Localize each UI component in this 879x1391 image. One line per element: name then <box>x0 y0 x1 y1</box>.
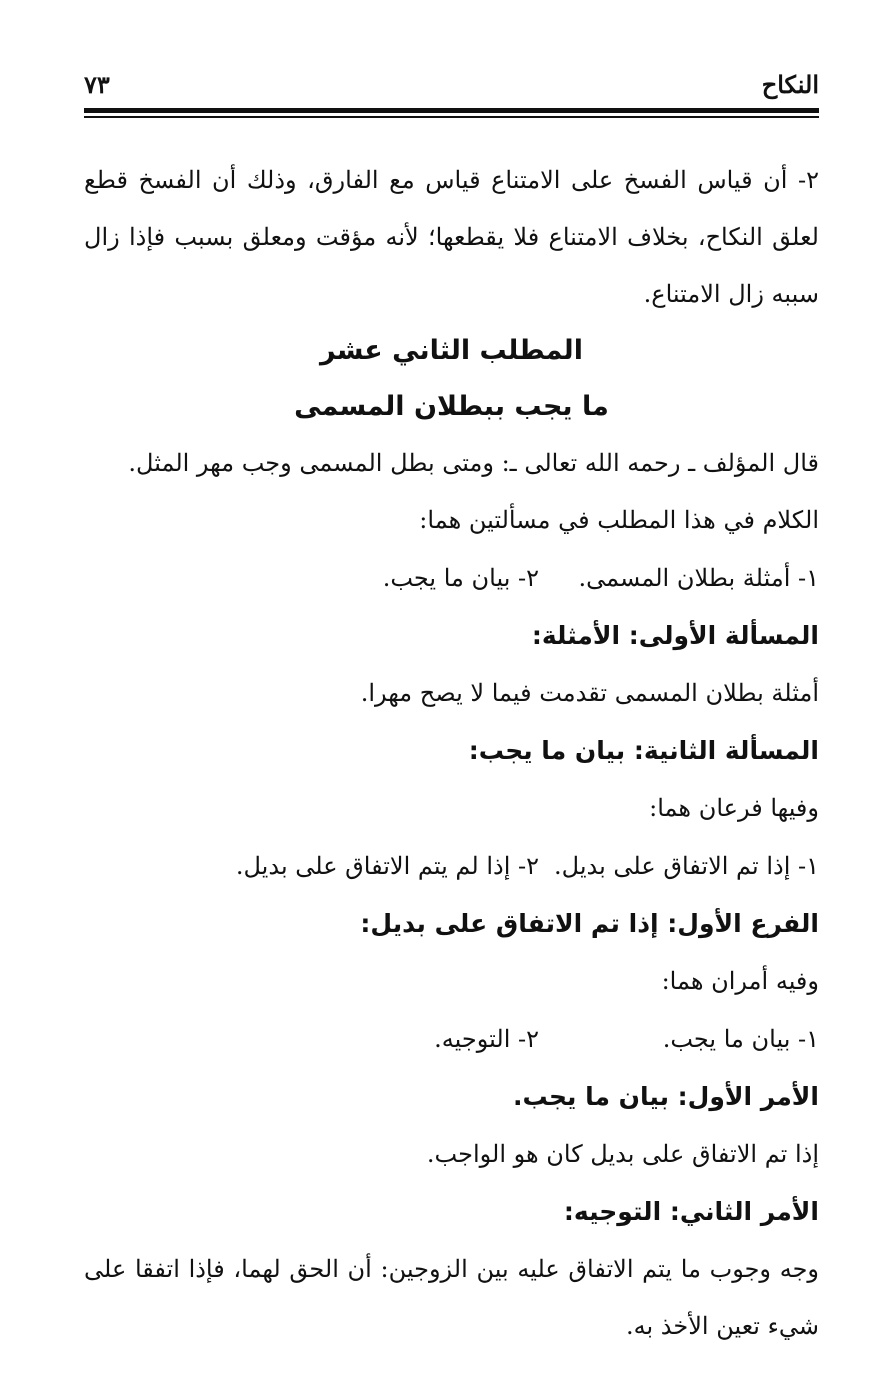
paragraph: إذا تم الاتفاق على بديل كان هو الواجب. <box>426 1140 819 1168</box>
list-item: ٢- التوجيه. <box>434 1025 539 1053</box>
list-item: ١- إذا تم الاتفاق على بديل. <box>554 852 819 880</box>
section-title: المطلب الثاني عشر <box>320 335 583 366</box>
issues-list <box>84 549 819 607</box>
paragraph: أمثلة بطلان المسمى تقدمت فيما لا يصح مهرا. <box>360 679 819 707</box>
list-item: ١- أمثلة بطلان المسمى. <box>578 564 819 592</box>
author-quote: قال المؤلف ـ رحمه الله تعالى ـ: ومتى بطل المسمى وجب مهر المثل. <box>128 449 819 477</box>
list-item: ١- بيان ما يجب. <box>662 1025 819 1053</box>
matters-list <box>84 1010 819 1068</box>
paragraph: وفيها فرعان هما: <box>649 794 819 822</box>
list-item: ٢- إذا لم يتم الاتفاق على بديل. <box>235 852 539 880</box>
page-number: ٧٣ <box>84 70 110 99</box>
running-header <box>84 70 819 104</box>
branch-heading: الفرع الأول: إذا تم الاتفاق على بديل: <box>360 909 819 938</box>
matter-heading: الأمر الأول: بيان ما يجب. <box>513 1082 819 1111</box>
book-page <box>84 70 819 1371</box>
chapter-title: النكاح <box>761 70 819 99</box>
paragraph: ٢- أن قياس الفسخ على الامتناع قياس مع الفارق، وذلك أن الفسخ قطع لعلق النكاح، بخلاف الامتناع فلا يقطعها؛ لأنه مؤقت ومعلق بسبب فإذا زال سببه زال الامتناع. <box>84 166 819 308</box>
matter-heading: الأمر الثاني: التوجيه: <box>563 1197 819 1226</box>
issue-heading: المسألة الأولى: الأمثلة: <box>531 621 819 650</box>
branches-list <box>84 837 819 895</box>
page-body <box>84 152 819 1355</box>
section-subtitle: ما يجب ببطلان المسمى <box>294 391 609 422</box>
header-rule-thick <box>84 108 819 113</box>
paragraph: وفيه أمران هما: <box>661 967 819 995</box>
issue-heading: المسألة الثانية: بيان ما يجب: <box>468 736 819 765</box>
paragraph: وجه وجوب ما يتم الاتفاق عليه بين الزوجين: أن الحق لهما، فإذا اتفقا على شيء تعين الأخذ به. <box>84 1255 819 1340</box>
list-item: ٢- بيان ما يجب. <box>382 564 539 592</box>
header-rule-thin <box>84 116 819 118</box>
paragraph: الكلام في هذا المطلب في مسألتين هما: <box>419 506 819 534</box>
